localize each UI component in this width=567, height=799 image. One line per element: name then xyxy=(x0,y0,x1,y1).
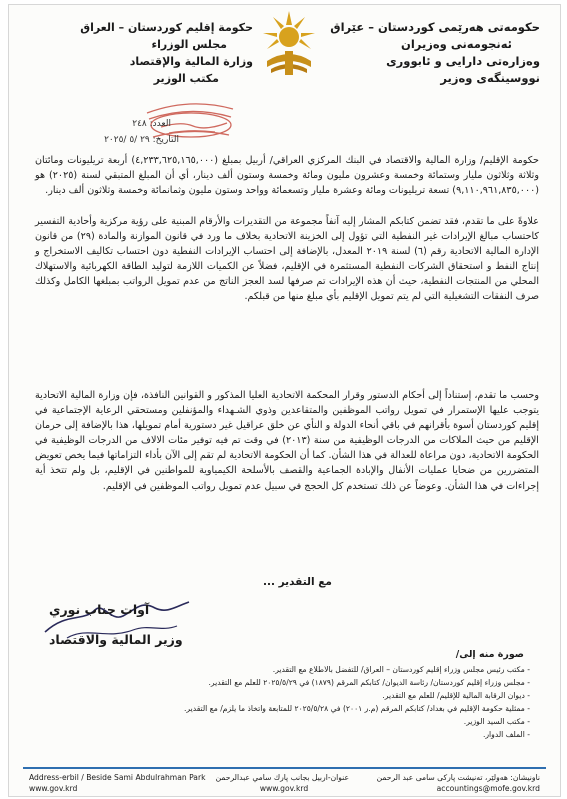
body-paragraph: وحسب ما تقدم، إستناداً إلى أحكام الدستور وقرار المحكمة الاتحادية العليا المذكور و القوانين النافذة، فإن وزارة المالية الاتحادية يتوجب عليها الإستمرار في تمويل رواتب الموظفين والمتقاعدين وذوي الشـهداء والمؤنفلين ومستحقي الرعاية الإجتماعية في إقليم كوردستان أسوة بأقرانهم في باقي أنحاء الدولة و النأي عن خلق عراقيل غير دستورية أمام تمويلها، هذا بالإضافة إلى حرمان الإقليم من حيث الملاكات من الدرجات الوظيفية من سنة (٢٠١٣) في وقت تم فيه توفير مئات الالاف من الدرجات الوظيفية في الحكومة الاتحادية، دون مراعاة للعدالة في هذا الشأن. كما أن الحكومة الاتحادية لم تقم إلى الآن بأداء التزاماتها فيما يخص تعويض المتضررين من ضحايا عمليات الأنفال والإبادة الجماعية والقصف بالأسلحة الكيمياوية للمواطنين في الإقليم، بل ولم تتخذ أية إجراءات في هذا الشأن. وعوضاً عن ذلك تستخدم كل الحجج في سبيل عدم تمويل رواتب الموظفين في الإقليم. xyxy=(34,390,539,492)
header-kurdish-line: وەزارەتی دارایی و ئابووری xyxy=(386,54,540,68)
cc-heading: صورة منه إلى/ xyxy=(455,649,524,660)
header-kurdish-line: حکومەتی هەرێمی کوردستان – عێراق xyxy=(330,20,540,34)
header-kurdish-line: نووسینگەی وەزیر xyxy=(440,71,540,85)
cc-item: - مكتب رئيس مجلس وزراء إقليم كوردستان – العراق/ للتفضل بالاطلاع مع التقدير. xyxy=(170,664,530,677)
footer-english xyxy=(29,772,205,794)
footer-address-ku: ناونيشان: هەولێر، تەنيشت پارکی سامی عبد الرحمن xyxy=(376,773,540,782)
header-arabic-line: مكتب الوزير xyxy=(153,72,219,85)
header-arabic-line: مجلس الوزراء xyxy=(151,38,227,51)
footer-website-link[interactable]: www.gov.krd xyxy=(259,784,309,793)
header-kurdish xyxy=(320,19,540,87)
header-kurdish-line: ئەنجومەنی وەزیران xyxy=(401,37,512,51)
reference-block xyxy=(49,116,179,148)
footer-kurdish xyxy=(377,772,540,794)
header-arabic-line: وزارة المالية والإقتصاد xyxy=(129,55,253,68)
reference-number: العدد: ٢٤٨ xyxy=(132,119,171,129)
footer-email-link[interactable]: accountings@mofe.gov.krd xyxy=(436,784,540,793)
footer-website-link[interactable]: www.gov.krd xyxy=(29,784,78,793)
cc-list xyxy=(170,664,530,741)
body-paragraph: حكومة الإقليم/ وزارة المالية والاقتصاد في البنك المركزي العراقي/ أربيل بمبلغ (٤,٢٣٣,٦٢٥,١٦٥,٠٠٠) أربعة تريليونات ومائتان وثلاثة وثلاثون مليار وستمائة وخمسة وعشرون مليون ومائة وخمسة وستون ألف دينار، أي أن المبلغ المتبقي لسنة (٢٠٢٥) هو (٩,١١٠,٩٦١,٨٣٥,٠٠٠) تسعة تريليونات ومائة وعشرة مليار وتسعمائة وواحد وستون مليون وثمانمائة وخمسة وثلاثون ألف دينار. xyxy=(35,155,539,197)
cc-item: - مكتب السيد الوزير. xyxy=(170,716,530,729)
letter-page xyxy=(8,4,561,797)
footer-rule xyxy=(23,767,546,769)
cc-item: - ديوان الرقابة المالية للإقليم/ للعلم مع التقدير. xyxy=(170,690,530,703)
signer-name: آوات جناب نوري xyxy=(49,602,150,617)
footer-arabic xyxy=(215,772,349,794)
footer-address-ar: عنوان-اربيل بجانب پارك سامي عبدالرحمن xyxy=(215,773,349,782)
cc-item: - ممثلية حكومة الإقليم في بغداد/ كتابكم المرقم (م.ر ٢٠٠١) في ٢٠٢٥/٥/٢٨ للمتابعة واتخاذ ما يلزم/ مع التقدير. xyxy=(170,703,530,716)
cc-item: - الملف الدوار. xyxy=(170,729,530,742)
header-arabic-line: حكومة إقليم كوردستان – العراق xyxy=(80,21,253,34)
krg-emblem-icon xyxy=(257,9,321,83)
body-paragraph: علاوةً على ما تقدم، فقد تضمن كتابكم المشار إليه آنفاً مجموعة من التقديرات والأرقام المبنية على رؤية مركزية وأحادية التفسير كاحتساب مبالغ الإيرادات غير النفطية التي تؤول إلى الخزينة الاتحادية بخلاف ما ورد في قانون الموازنة والمادة (٢٩) من قانون الإدارة المالية الاتحادية رقم (٦) لسنة ٢٠١٩ المعدل، بالإضافة إلى احتساب الإيرادات النفطية دون احتساب تكاليف الاستخراج و إنتاج النفط و استحقاق الشركات النفطية المستثمرة في الإقليم، فضلاً عن الكميات اللازمة لتوليد الطاقة الكهربائية والاستهلاك المحلي من المنتجات النفطية، حيث أن هذه الإيرادات تم صرفها لسد العجز الناتج من عدم تمويل الرواتب بمبلغها الكامل وكذلك صرف النفقات التشغيلية التي لم يتم تمويل الإقليم بأي مبلغ منها من قبلكم. xyxy=(35,216,539,303)
footer-address-en: Address-erbil / Beside Sami Abdulrahman Park xyxy=(29,773,206,782)
cc-item: - مجلس وزراء إقليم كوردستان/ رئاسة الديوان/ كتابكم المرقم (١٨٧٩) في ٢٠٢٥/٥/٢٩ للعلم مع التقدير. xyxy=(170,677,530,690)
signer-title: وزير المالية والاقتصاد xyxy=(49,632,183,647)
header-arabic xyxy=(53,19,253,87)
closing-line: مع التقدير ... xyxy=(263,576,332,588)
reference-date: التاريخ: ٢٩ /٥ /٢٠٢٥ xyxy=(104,135,179,145)
